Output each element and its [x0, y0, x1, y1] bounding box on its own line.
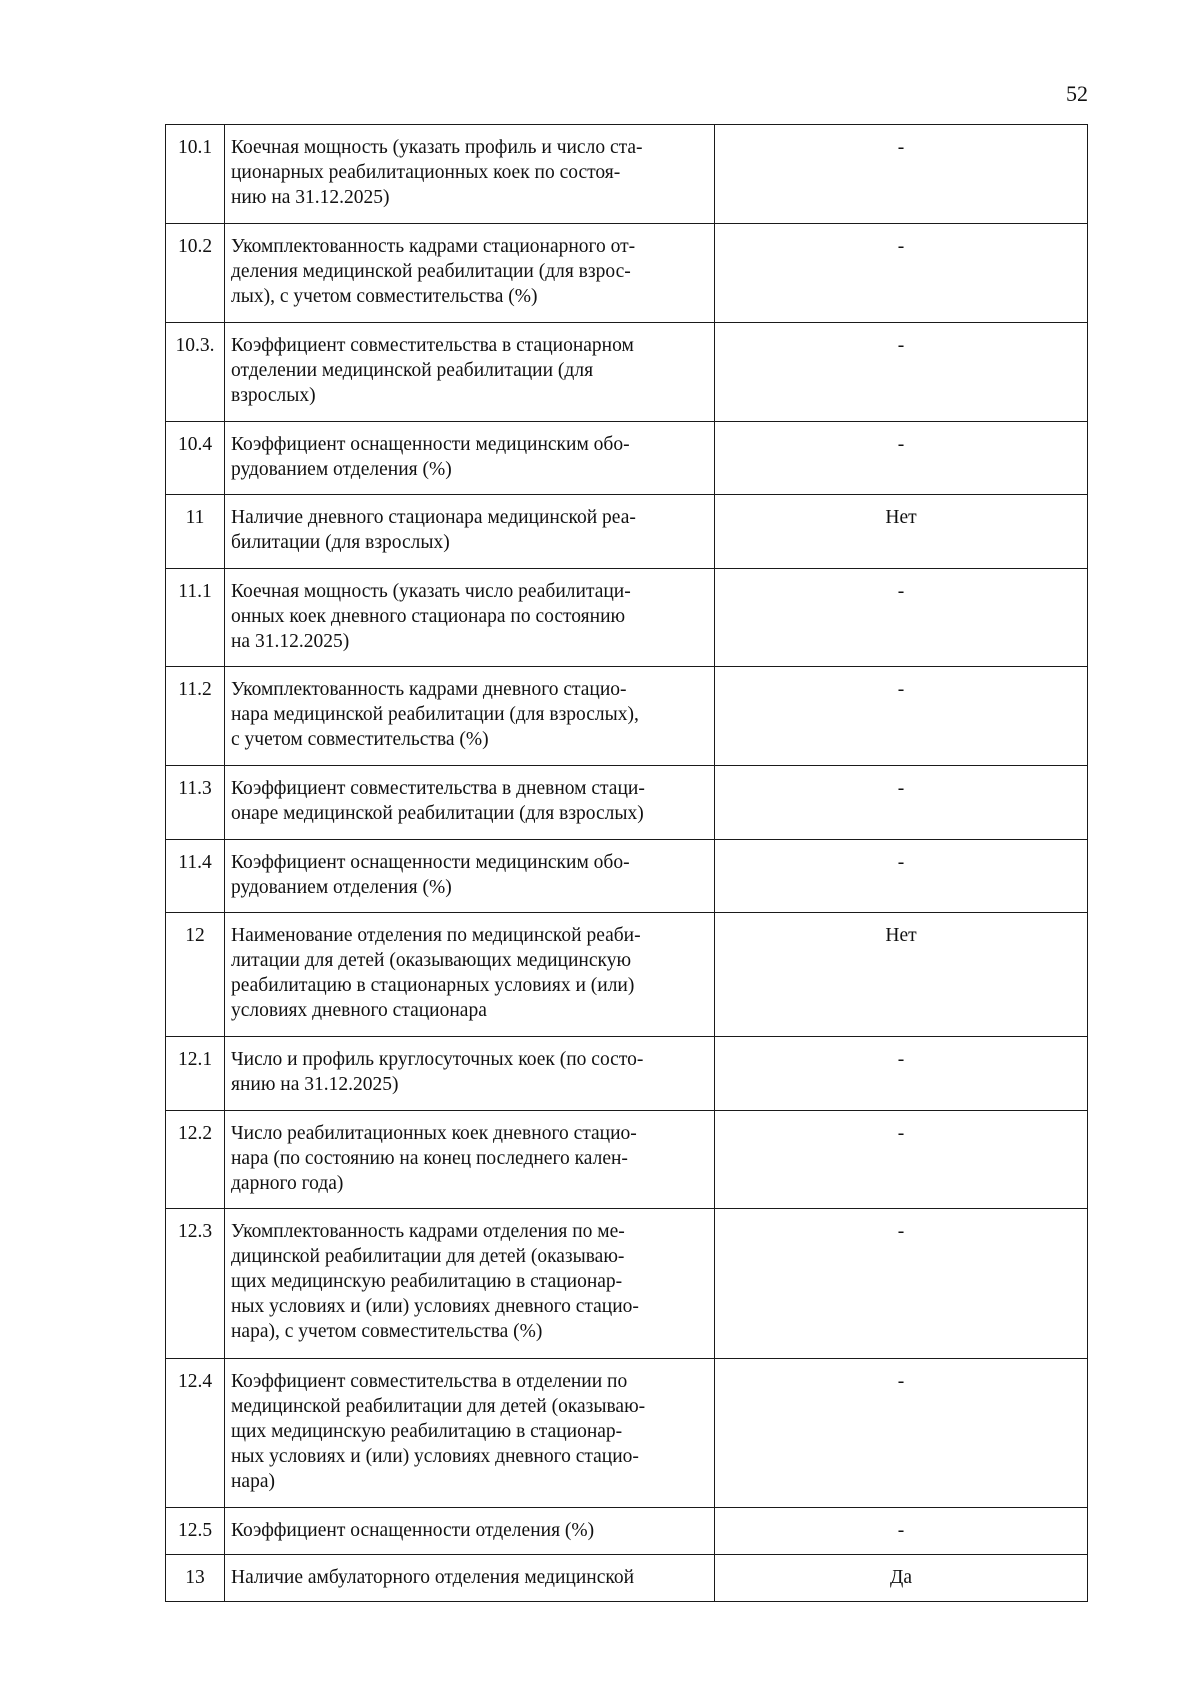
row-description — [225, 1555, 715, 1602]
row-number: 11.1 — [166, 569, 225, 667]
table-row — [166, 1037, 1088, 1111]
row-description — [225, 323, 715, 422]
row-description-text: Наличие амбулаторного отделения медицинской — [231, 1567, 635, 1588]
row-description — [225, 224, 715, 323]
row-value: - — [715, 1209, 1088, 1359]
row-description — [225, 667, 715, 766]
row-number: 10.2 — [166, 224, 225, 323]
row-number: 12.4 — [166, 1359, 225, 1508]
row-description-text: Число и профиль круглосуточных коек (по состо- янию на 31.12.2025) — [231, 1049, 644, 1095]
row-number: 11.4 — [166, 840, 225, 913]
row-description-text: Коечная мощность (указать профиль и число ста- ционарных реабилитационных коек по состоя- нию на 31.12.2025) — [231, 137, 643, 208]
row-value: - — [715, 1037, 1088, 1111]
row-description — [225, 422, 715, 495]
table-row — [166, 224, 1088, 323]
row-description-text: Коечная мощность (указать число реабилитаци- онных коек дневного стационара по состоянию на 31.12.2025) — [231, 581, 631, 652]
row-value: - — [715, 1508, 1088, 1555]
row-number: 11.2 — [166, 667, 225, 766]
row-number: 10.4 — [166, 422, 225, 495]
row-description — [225, 495, 715, 569]
table-row — [166, 495, 1088, 569]
row-value: - — [715, 125, 1088, 224]
row-description — [225, 569, 715, 667]
row-description — [225, 840, 715, 913]
row-description — [225, 1508, 715, 1555]
row-value: Да — [715, 1555, 1088, 1602]
row-description-text: Коэффициент оснащенности медицинским обо- рудованием отделения (%) — [231, 852, 630, 898]
row-number: 12.3 — [166, 1209, 225, 1359]
row-value: - — [715, 224, 1088, 323]
row-number: 12.5 — [166, 1508, 225, 1555]
row-number: 12 — [166, 913, 225, 1037]
row-value: - — [715, 323, 1088, 422]
row-value: - — [715, 422, 1088, 495]
table-row — [166, 422, 1088, 495]
table-row — [166, 323, 1088, 422]
table-row — [166, 1555, 1088, 1602]
row-value: - — [715, 840, 1088, 913]
row-value: - — [715, 569, 1088, 667]
indicators-table — [165, 124, 1088, 1602]
table-row — [166, 1111, 1088, 1209]
row-number: 11.3 — [166, 766, 225, 840]
row-description-text: Коэффициент оснащенности медицинским обо- рудованием отделения (%) — [231, 434, 630, 480]
row-number: 10.3. — [166, 323, 225, 422]
page-number: 52 — [1066, 81, 1088, 106]
table-row — [166, 667, 1088, 766]
row-number: 13 — [166, 1555, 225, 1602]
table-row — [166, 840, 1088, 913]
row-number: 12.2 — [166, 1111, 225, 1209]
row-description — [225, 1037, 715, 1111]
row-description-text: Коэффициент совместительства в отделении по медицинской реабилитации для детей (оказываю- щих медицинскую реабилитацию в стационар- ных условиях и (или) условиях дневного стацио- нара) — [231, 1371, 646, 1492]
row-number: 10.1 — [166, 125, 225, 224]
row-value: - — [715, 1111, 1088, 1209]
row-description — [225, 1209, 715, 1359]
row-description-text: Укомплектованность кадрами стационарного от- деления медицинской реабилитации (для взрос- лых), с учетом совместительства (%) — [231, 236, 636, 307]
row-number: 12.1 — [166, 1037, 225, 1111]
table-row — [166, 1359, 1088, 1508]
table-row — [166, 766, 1088, 840]
row-description-text: Коэффициент совместительства в дневном стаци- онаре медицинской реабилитации (для взрослых) — [231, 778, 645, 824]
row-description — [225, 1111, 715, 1209]
row-description — [225, 913, 715, 1037]
row-value: - — [715, 766, 1088, 840]
row-number: 11 — [166, 495, 225, 569]
row-description-text: Число реабилитационных коек дневного стацио- нара (по состоянию на конец последнего кален- дарного года) — [231, 1123, 637, 1194]
table-row — [166, 569, 1088, 667]
row-value: Нет — [715, 495, 1088, 569]
row-description-text: Коэффициент совместительства в стационарном отделении медицинской реабилитации (для взрослых) — [231, 335, 634, 406]
row-value: - — [715, 667, 1088, 766]
row-description-text: Наименование отделения по медицинской реаби- литации для детей (оказывающих медицинскую реабилитацию в стационарных условиях и (или) условиях дневного стационара — [231, 925, 641, 1021]
row-description-text: Укомплектованность кадрами отделения по ме- дицинской реабилитации для детей (оказываю- щих медицинскую реабилитацию в стационар- ных условиях и (или) условиях дневного стацио- нара), с учетом совместительства (%) — [231, 1221, 639, 1342]
row-description-text: Наличие дневного стационара медицинской реа- билитации (для взрослых) — [231, 507, 636, 553]
row-value: Нет — [715, 913, 1088, 1037]
table-row — [166, 1508, 1088, 1555]
row-value: - — [715, 1359, 1088, 1508]
row-description — [225, 766, 715, 840]
table-row — [166, 1209, 1088, 1359]
table-row — [166, 125, 1088, 224]
row-description — [225, 125, 715, 224]
row-description-text: Укомплектованность кадрами дневного стацио- нара медицинской реабилитации (для взрослых), с учетом совместительства (%) — [231, 679, 639, 750]
row-description — [225, 1359, 715, 1508]
row-description-text: Коэффициент оснащенности отделения (%) — [231, 1520, 595, 1541]
table-row — [166, 913, 1088, 1037]
